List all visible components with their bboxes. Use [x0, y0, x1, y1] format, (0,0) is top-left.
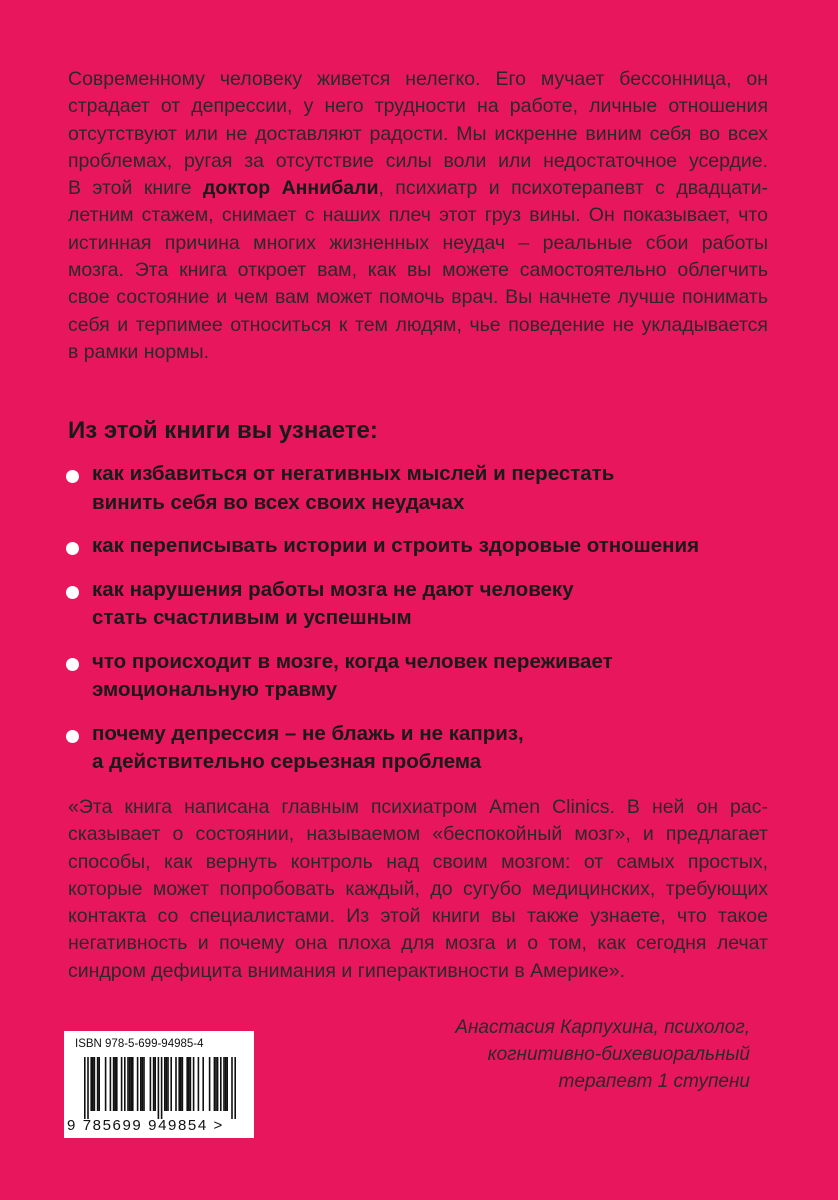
barcode-bar: [130, 1057, 132, 1111]
quote-line: способы, как вернуть контроль над своим мозгом: от самых простых,: [68, 850, 768, 873]
barcode-bar: [129, 1057, 131, 1111]
barcode-bar: [98, 1057, 100, 1111]
attribution-line: Анастасия Карпухина, психолог,: [455, 1017, 750, 1038]
barcode-bar: [190, 1057, 192, 1111]
intro-line: проблемах, ругая за отсутствие силы воли или недостаточное усердие.: [68, 149, 768, 172]
barcode-bar: [113, 1057, 115, 1111]
barcode-bar: [84, 1057, 86, 1119]
barcode-bar: [193, 1057, 195, 1111]
barcode-bar: [182, 1057, 184, 1111]
learn-list-item: [64, 720, 764, 777]
bullet-dot-icon: [66, 586, 79, 599]
bullet-dot-icon: [66, 470, 79, 483]
barcode-bar: [225, 1057, 227, 1111]
quote-line: сказывает о состоянии, называемом «беспокойный мозг», и предлагает: [68, 823, 768, 846]
barcode-bar: [154, 1057, 156, 1111]
barcode-bar: [220, 1057, 222, 1111]
barcode-bar: [161, 1057, 163, 1119]
barcode-bars: [72, 1057, 248, 1121]
bullet-dot-icon: [66, 658, 79, 671]
barcode-bar: [137, 1057, 139, 1111]
quote-line: контакта со специалистами. Из этой книги вы также узнаете, что такое: [68, 905, 768, 928]
barcode-bar: [87, 1057, 89, 1119]
isbn-barcode: [64, 1031, 254, 1138]
learn-list-item: [64, 576, 764, 633]
learn-item-line: как избавиться от негативных мыслей и перестать: [92, 462, 615, 485]
learn-heading: Из этой книги вы узнаете:: [68, 417, 378, 444]
barcode-bar: [167, 1057, 169, 1111]
barcode-bar: [214, 1057, 216, 1111]
intro-line: страдает от депрессии, у него трудности на работе, личные отношения: [68, 95, 768, 118]
isbn-label: ISBN 978-5-699-94985-4: [75, 1038, 204, 1050]
learn-item-line: стать счастливым и успешным: [92, 606, 412, 629]
learn-item-line: эмоциональную травму: [92, 678, 338, 701]
bullet-dot-icon: [66, 730, 79, 743]
barcode-bar: [188, 1057, 190, 1111]
barcode-bar: [198, 1057, 200, 1111]
barcode-bar: [124, 1057, 126, 1111]
attribution-line: когнитивно-бихевиоральный: [487, 1044, 750, 1065]
barcode-bar: [153, 1057, 155, 1111]
barcode-bar: [158, 1057, 160, 1119]
learn-list-item: [64, 460, 764, 517]
barcode-bar: [110, 1057, 112, 1111]
barcode-bar: [142, 1057, 144, 1111]
quote-attribution: [330, 1014, 750, 1095]
learn-item-line: что происходит в мозге, когда человек переживает: [92, 649, 613, 673]
barcode-bar: [166, 1057, 168, 1111]
barcode-bar: [97, 1057, 99, 1111]
intro-line: [68, 175, 768, 202]
intro-line: в рамки нормы.: [68, 340, 210, 363]
quote-line: синдром дефицита внимания и гиперактивности в Америке».: [68, 959, 625, 982]
barcode-bar: [226, 1057, 228, 1111]
barcode-bar: [114, 1057, 116, 1111]
barcode-bar: [170, 1057, 172, 1111]
barcode-bar: [127, 1057, 129, 1111]
learn-item-line: как нарушения работы мозга не дают человеку: [92, 577, 574, 601]
author-name-bold: доктор Аннибали: [202, 177, 379, 200]
barcode-bar: [178, 1057, 180, 1111]
intro-line: мозга. Эта книга откроет вам, как вы можете самостоятельно облегчить: [68, 259, 768, 282]
learn-list: [64, 460, 764, 792]
barcode-bar: [180, 1057, 182, 1111]
barcode-bar: [223, 1057, 225, 1111]
learn-item-line: как переписывать истории и строить здоровые отношения: [92, 534, 700, 557]
quote-line: «Эта книга написана главным психиатром Amen Clinics. В ней он рас-: [68, 796, 768, 818]
barcode-bar: [92, 1057, 94, 1111]
intro-line: истинная причина многих жизненных неудач – реальные сбои работы: [68, 231, 768, 254]
intro-text: , психиатр и психотерапевт с двадцати-: [378, 177, 768, 200]
review-quote: [68, 794, 768, 985]
quote-line: негативность и почему она плоха для мозга и о том, как сегодня лечат: [68, 932, 768, 955]
barcode-bar: [140, 1057, 142, 1111]
barcode-bar: [164, 1057, 166, 1111]
barcode-bar: [150, 1057, 152, 1111]
learn-item-line: почему депрессия – не блажь и не каприз,: [92, 721, 524, 745]
intro-line: летним стажем, снимает с наших плеч этот груз вины. Он показывает, что: [68, 204, 768, 227]
barcode-bar: [231, 1057, 233, 1119]
intro-line: отсутствуют или не доставляют радости. Мы искренне виним себя во всех: [68, 122, 768, 145]
barcode-bar: [209, 1057, 211, 1111]
barcode-bar: [105, 1057, 107, 1111]
barcode-digits: 9 785699 949854 >: [67, 1117, 224, 1134]
intro-text: В этой книге: [68, 177, 203, 200]
intro-line: себя и терпимее относиться к тем людям, чье поведение не укладывается: [68, 313, 768, 336]
learn-list-item: [64, 532, 764, 561]
learn-item-line: винить себя во всех своих неудачах: [92, 490, 465, 514]
barcode-bar: [116, 1057, 118, 1111]
quote-line: которые может попробовать каждый, до сугубо медицинских, требующих: [68, 877, 768, 900]
bullet-dot-icon: [66, 542, 79, 555]
barcode-bar: [121, 1057, 123, 1111]
barcode-bar: [132, 1057, 134, 1111]
barcode-bar: [90, 1057, 92, 1111]
barcode-bar: [175, 1057, 177, 1111]
barcode-bar: [217, 1057, 219, 1111]
barcode-bar: [202, 1057, 204, 1111]
barcode-bar: [234, 1057, 236, 1119]
intro-line: свое состояние и чем вам может помочь врач. Вы начнете лучше понимать: [68, 286, 768, 309]
barcode-bar: [94, 1057, 96, 1111]
intro-paragraph: [68, 66, 768, 366]
barcode-bar: [143, 1057, 145, 1111]
learn-item-line: а действительно серьезная проблема: [92, 750, 482, 773]
barcode-bar: [186, 1057, 188, 1111]
learn-list-item: [64, 648, 764, 705]
attribution-line: терапевт 1 ступени: [558, 1071, 750, 1092]
intro-line: Современному человеку живется нелегко. Его мучает бессонница, он: [68, 68, 768, 90]
barcode-bar: [215, 1057, 217, 1111]
